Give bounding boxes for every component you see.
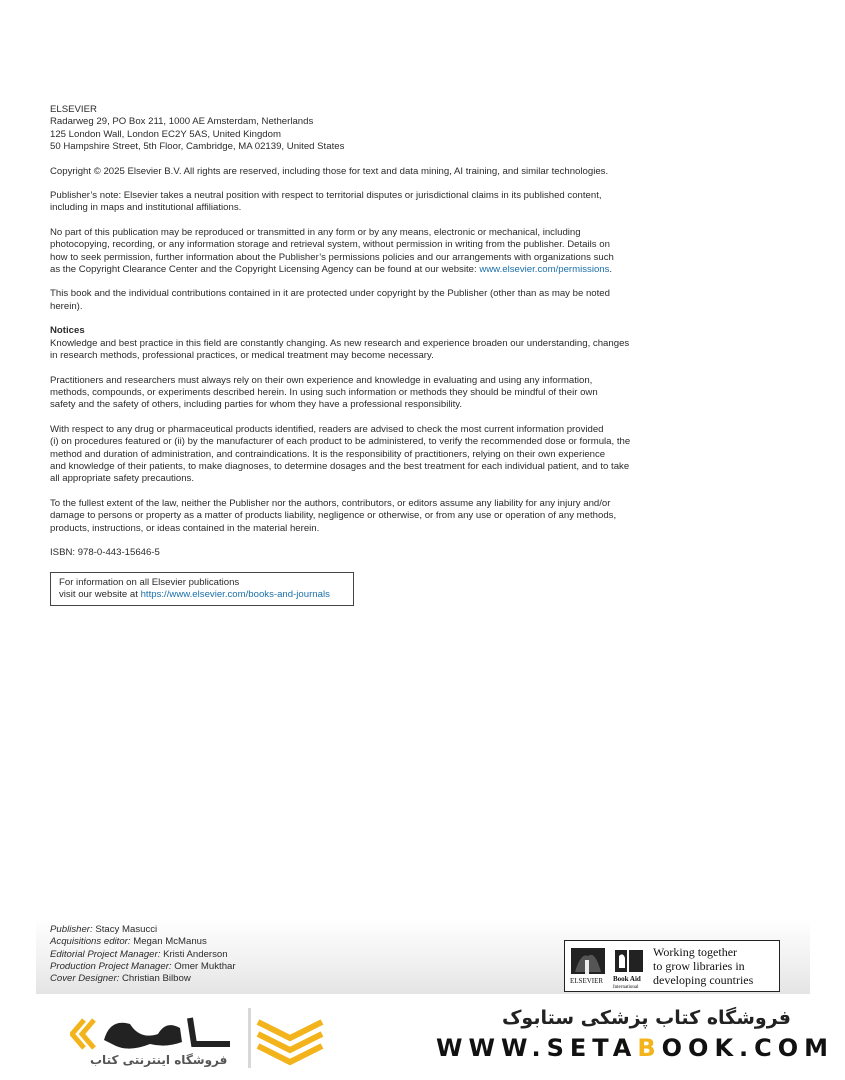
notices-paragraph: To the fullest extent of the law, neither the Publisher nor the authors, contributors, or editors assume any liability for any injury and/or damage to persons or property as a matter of products liability, negligence or otherwise, or from any use or operation of any methods, products, instructions, or ideas contained in the material herein. — [50, 497, 617, 534]
copyright-statement: Copyright © 2025 Elsevier B.V. All rights are reserved, including those for text and data mining, AI training, and similar technologies. — [50, 165, 609, 177]
publisher-block — [50, 104, 642, 154]
permissions-paragraph: No part of this publication may be reproduced or transmitted in any form or by any means, electronic or mechanical, including photocopying, recording, or any information storage and retrieval system, without permission in writing from the publisher. Details on how to seek permission, further information about the Publisher’s permissions policies and our arrangements with organizations such as the Copyright Clearance Center and the Copyright Licensing Agency can be found at our website: www.elsevier.com/permissions. — [50, 226, 614, 276]
credit-line: Cover Designer: Christian Bilbow — [50, 973, 191, 985]
isbn: ISBN: 978-0-443-15646-5 — [50, 546, 160, 558]
elsevier-tree-icon — [567, 942, 655, 990]
watermark-title: فروشگاه کتاب پزشکی ستابوک — [501, 1007, 791, 1029]
address-line: Radarweg 29, PO Box 211, 1000 AE Amsterdam, Netherlands — [50, 116, 314, 128]
notices-section: Notices Knowledge and best practice in this field are constantly changing. As new research and experience broaden our understanding, changes in research methods, professional practices, or medical treatment may become necessary. — [50, 325, 642, 362]
watermark-subtitle: فروشگاه اینترنتی کتاب — [90, 1053, 228, 1067]
address-line: 125 London Wall, London EC2Y 5AS, United Kingdom — [50, 128, 281, 140]
notices-paragraph: With respect to any drug or pharmaceutical products identified, readers are advised to check the most current information provided (i) on procedures featured or (ii) by the manufacturer of each product to be administered, to verify the recommended dose or formula, the method and duration of administration, and contraindications. It is the responsibility of practitioners, relying on their own experience and knowledge of their patients, to make diagnoses, to determine dosages and the best treatment for each individual patient, and to take all appropriate safety precautions. — [50, 423, 631, 485]
credit-line: Publisher: Stacy Masucci — [50, 924, 158, 935]
bookaid-logo-box — [564, 940, 780, 992]
setabook-logo-icon — [70, 1004, 330, 1080]
notices-heading: Notices — [50, 325, 85, 337]
elsevier-label: ELSEVIER — [570, 977, 604, 985]
watermark-url: WWW.SETABOOK.COM — [436, 1034, 835, 1062]
bookaid-label: Book Aid — [613, 975, 641, 983]
protection-paragraph: This book and the individual contributions contained in it are protected under copyright by the Publisher (other than as may be noted herein). — [50, 288, 610, 312]
credit-line: Editorial Project Manager: Kristi Anderson — [50, 948, 228, 960]
setabook-watermark — [0, 994, 845, 1080]
address-line: 50 Hampshire Street, 5th Floor, Cambridge, MA 02139, United States — [50, 141, 345, 153]
books-journals-link[interactable]: https://www.elsevier.com/books-and-journals — [140, 589, 330, 601]
credit-line: Production Project Manager: Omer Mukthar — [50, 960, 236, 972]
international-label: International — [613, 985, 639, 990]
copyright-page — [50, 104, 642, 571]
permissions-link[interactable]: www.elsevier.com/permissions — [479, 264, 610, 276]
credits — [50, 924, 236, 985]
credit-line: Acquisitions editor: Megan McManus — [50, 936, 207, 948]
notices-paragraph: Practitioners and researchers must always rely on their own experience and knowledge in evaluating and using any information, methods, compounds, or experiments described herein. In using such information or methods they should be mindful of their own safety and the safety of others, including parties for whom they have a professional responsibility. — [50, 374, 598, 411]
publisher-name: ELSEVIER — [50, 104, 97, 115]
bookaid-text: Working together to grow libraries in developing countries — [653, 945, 754, 987]
publishers-note: Publisher’s note: Elsevier takes a neutral position with respect to territorial disputes or jurisdictional claims in its published content, including in maps and institutional affiliations. — [50, 190, 602, 214]
info-box: For information on all Elsevier publications visit our website at https://www.elsevier.com/books-and-journals — [50, 572, 354, 606]
